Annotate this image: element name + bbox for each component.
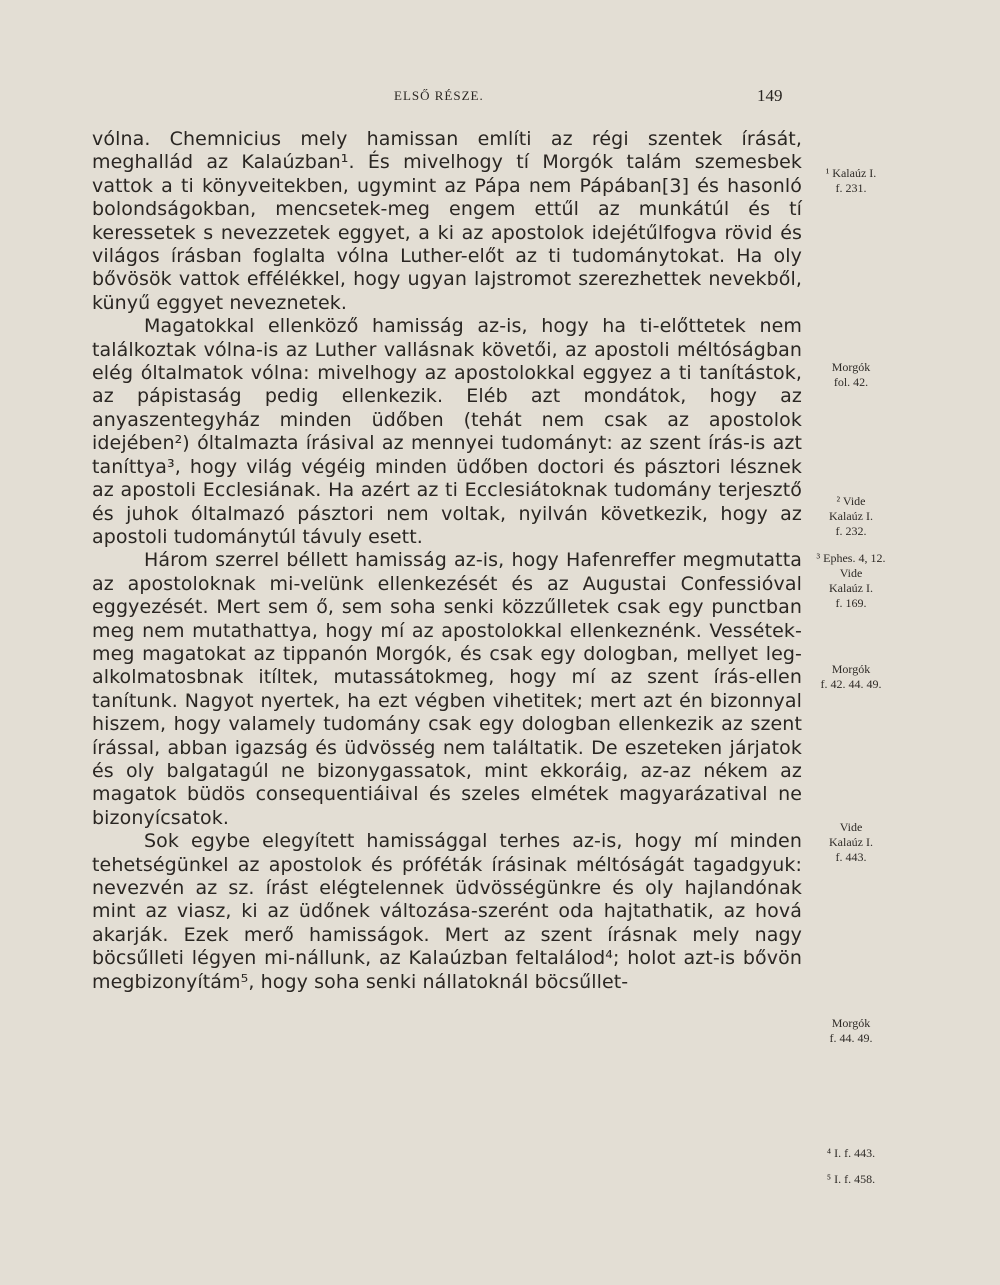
margin-note xyxy=(806,494,896,539)
page-header xyxy=(0,86,1000,110)
margin-note-line: Vide xyxy=(839,566,863,580)
margin-note xyxy=(806,1172,896,1187)
margin-note-line: Kalaúz I. xyxy=(829,509,873,523)
margin-note-line: ¹ Kalaúz I. xyxy=(825,166,877,180)
margin-note-line: f. 169. xyxy=(835,596,867,610)
paragraph: Három szerrel béllett hamisság az-is, hogy Hafenreffer megmutatta az apostoloknak mi-velünk ellenkezését és az Augustai Confessióval eggyezését. Mert sem ő, sem soha senki közzűlletek csak egy punctban meg nem mutathattya, hogy mí az apostolokkal ellenkeznénk. Vessétek-meg magatokat az tippanón Morgók, és csak egy dologban, mellyet leg-alkolmatosbnak itíltek, mutassátokmeg, hogy mí az szent írás-ellen tanítunk. Nagyot nyertek, ha ezt végben vihetitek; mert azt én bizonnyal hiszem, hogy valamely tudomány csak egy dologban ellenkezik az szent írással, abban igazság és üdvösség nem találtatik. De eszeteken járjatok és oly balgatagúl ne bizonygassatok, mint ekkoráig, az-az nékem az magatok büdös consequentiáival és szeles elmétek magyarázatival ne bizonyícsatok. xyxy=(92,549,802,829)
margin-note xyxy=(806,551,896,611)
body-text xyxy=(92,128,802,994)
margin-note-line: f. 443. xyxy=(835,850,867,864)
margin-note xyxy=(806,662,896,692)
margin-note-line: fol. 42. xyxy=(833,375,869,389)
margin-note xyxy=(806,360,896,390)
margin-note-line: f. 42. 44. 49. xyxy=(820,677,882,691)
margin-note-line: f. 232. xyxy=(835,524,867,538)
running-head: ELSŐ RÉSZE. xyxy=(394,88,484,103)
paragraph: Magatokkal ellenköző hamisság az-is, hogy ha ti-előttetek nem találkoztak vólna-is az Luther vallásnak követői, az apostoli méltóságban elég óltalmatok vólna: mivelhogy az apostolokkal eggyez a ti tanítástok, az pápistaság pedig ellenkezik. Eléb azt mondátok, hogy az anyaszentegyház minden üdőben (tehát nem csak az apostolok idejében²) óltalmazta írásival az mennyei tudományt: az szent írás-is azt taníttya³, hogy világ végéig minden üdőben doctori és pásztori lésznek az apostoli Ecclesiának. Ha azért az ti Ecclesiátoknak tudomány terjesztő és juhok óltalmazó pásztori nem voltak, nyilván következik, hogy az apostoli tudománytúl távuly esett. xyxy=(92,315,802,548)
margin-note-line: ⁴ I. f. 443. xyxy=(826,1146,876,1160)
paragraph: vólna. Chemnicius mely hamissan említi az régi szentek írását, meghallád az Kalaúzban¹. És mivelhogy tí Morgók talám szemesbek vattok a ti könyveitekben, ugymint az Pápa nem Pápában[3] és hasonló bolondságokban, mencsetek-meg engem ettűl az munkátúl és tí keressetek s nevezzetek eggyet, a ki az apostolok idejétűlfogva rövid és világos írásban foglalta vólna Luther-előt az ti tudománytokat. Ha oly bővösök vattok effélékkel, hogy ugyan lajstromot szerezhettek nevekből, künyű eggyet neveznetek. xyxy=(92,128,802,314)
margin-note-line: Kalaúz I. xyxy=(829,581,873,595)
margin-note-line: Morgók xyxy=(831,662,871,676)
margin-note-line: f. 44. 49. xyxy=(829,1031,873,1045)
margin-note-line: Kalaúz I. xyxy=(829,835,873,849)
paragraph: Sok egybe elegyített hamissággal terhes az-is, hogy mí minden tehetségünkel az apostolok és próféták írásinak méltóságát tagadgyuk: nevezvén az sz. írást elégtelennek üdvösségünkre és oly hajlandónak mint az viasz, ki az üdőnek változása-szerént oda hajtathatik, az hová akarják. Ezek merő hamisságok. Mert az szent írásnak mely nagy böcsűlleti légyen mi-nállunk, az Kalaúzban feltalálod⁴; holot azt-is bővön megbizonyítám⁵, hogy soha senki nállatoknál böcsűllet- xyxy=(92,830,802,993)
margin-note-line: Morgók xyxy=(831,360,871,374)
margin-note xyxy=(806,1146,896,1161)
margin-note xyxy=(806,1016,896,1046)
margin-note-line: ³ Ephes. 4, 12. xyxy=(816,551,886,565)
margin-note-line: ² Vide xyxy=(836,494,866,508)
margin-note-line: Vide xyxy=(839,820,863,834)
margin-note-line: f. 231. xyxy=(835,181,867,195)
page-number: 149 xyxy=(757,86,783,105)
margin-note xyxy=(806,166,896,196)
margin-note-line: ⁵ I. f. 458. xyxy=(826,1172,876,1186)
margin-note-line: Morgók xyxy=(831,1016,871,1030)
margin-note xyxy=(806,820,896,865)
